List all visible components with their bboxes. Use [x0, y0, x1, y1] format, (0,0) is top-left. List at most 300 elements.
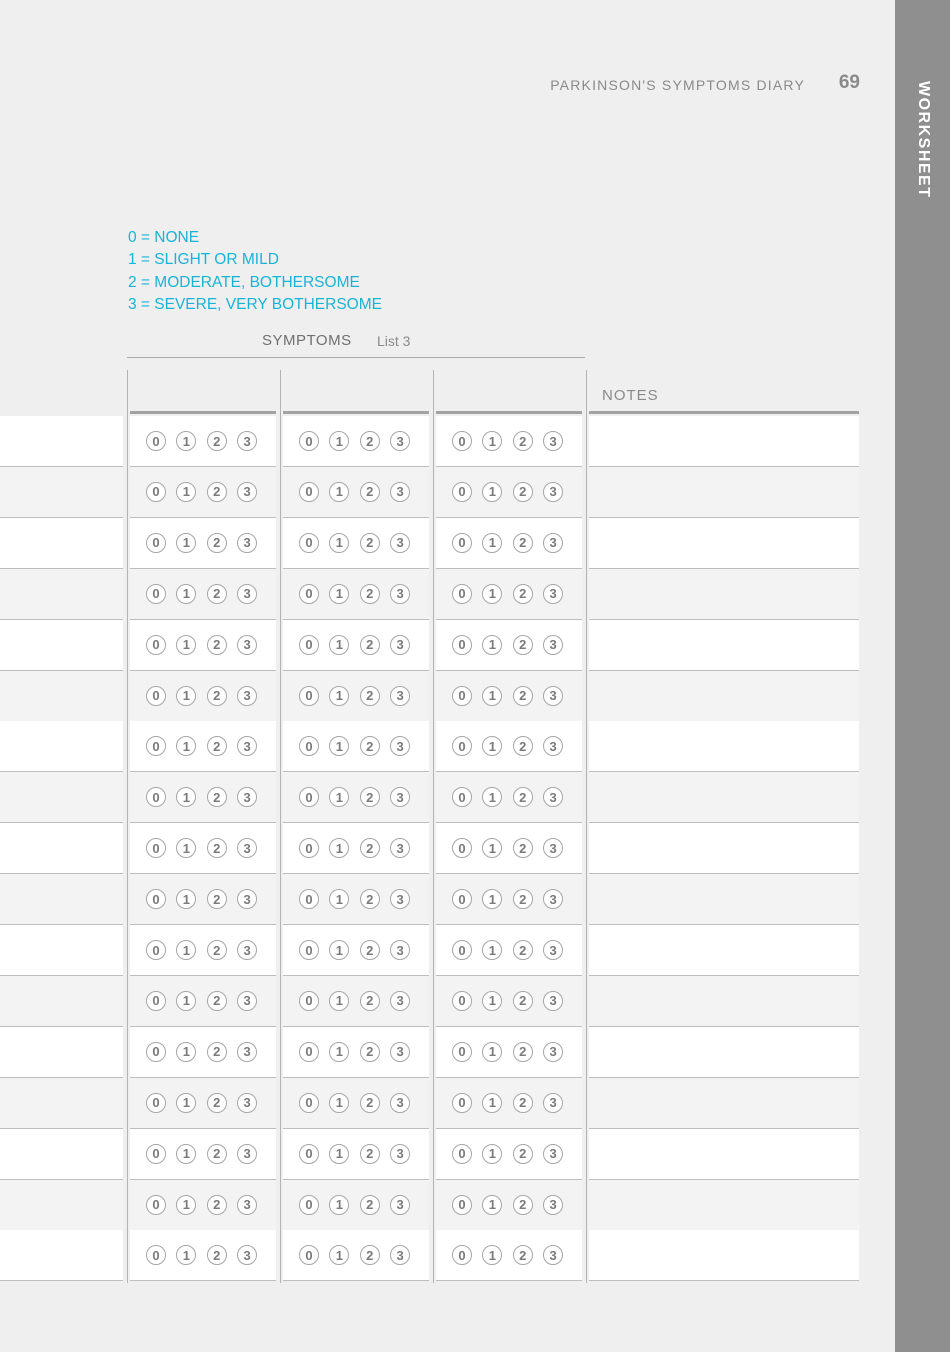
rating-scale [299, 874, 410, 924]
row-divider [0, 1280, 123, 1281]
rating-option-0[interactable]: 0 [299, 940, 319, 960]
rating-option-0[interactable]: 0 [146, 787, 166, 807]
symptom-name-cell[interactable] [0, 772, 123, 822]
rating-scale [452, 467, 563, 517]
rating-scale [299, 1129, 410, 1179]
rating-option-2[interactable]: 2 [360, 1195, 380, 1215]
rating-option-0[interactable]: 0 [452, 482, 472, 502]
rating-option-2[interactable]: 2 [360, 1144, 380, 1164]
rating-option-2[interactable]: 2 [360, 940, 380, 960]
rating-option-0[interactable]: 0 [146, 584, 166, 604]
rating-option-2[interactable]: 2 [513, 991, 533, 1011]
rating-option-1[interactable]: 1 [482, 533, 502, 553]
notes-cell[interactable] [589, 1078, 859, 1128]
rating-option-3[interactable]: 3 [237, 482, 257, 502]
rating-option-1[interactable]: 1 [176, 584, 196, 604]
rating-scale [299, 772, 410, 822]
rating-scale [452, 518, 563, 568]
rating-option-0[interactable]: 0 [146, 940, 166, 960]
rating-option-2[interactable]: 2 [360, 787, 380, 807]
table-row [0, 416, 860, 467]
rating-option-3[interactable]: 3 [543, 1144, 563, 1164]
rating-scale [299, 1180, 410, 1230]
symptom-name-cell[interactable] [0, 925, 123, 975]
rating-option-3[interactable]: 3 [390, 431, 410, 451]
rating-option-3[interactable]: 3 [543, 1042, 563, 1062]
rating-option-1[interactable]: 1 [482, 686, 502, 706]
rating-option-0[interactable]: 0 [452, 1042, 472, 1062]
notes-cell[interactable] [589, 772, 859, 822]
rating-option-0[interactable]: 0 [452, 1093, 472, 1113]
symptom-name-cell[interactable] [0, 1230, 123, 1280]
legend-item: 2 = MODERATE, BOTHERSOME [128, 273, 360, 291]
symptom-list-label: List 3 [377, 333, 411, 349]
rating-option-2[interactable]: 2 [207, 1195, 227, 1215]
rating-option-0[interactable]: 0 [452, 431, 472, 451]
rating-option-2[interactable]: 2 [513, 686, 533, 706]
rating-scale [146, 620, 257, 670]
symptom-name-cell[interactable] [0, 823, 123, 873]
rating-option-3[interactable]: 3 [237, 686, 257, 706]
rating-scale [452, 416, 563, 466]
rating-option-2[interactable]: 2 [513, 889, 533, 909]
rating-option-2[interactable]: 2 [207, 686, 227, 706]
table-row [0, 620, 860, 671]
row-divider [130, 1280, 276, 1281]
rating-option-3[interactable]: 3 [237, 1245, 257, 1265]
side-tab-label: WORKSHEET [915, 81, 932, 199]
rating-option-2[interactable]: 2 [207, 889, 227, 909]
rating-option-1[interactable]: 1 [176, 889, 196, 909]
symptom-column-header-1[interactable] [130, 411, 276, 414]
rating-option-2[interactable]: 2 [513, 584, 533, 604]
rating-option-3[interactable]: 3 [237, 736, 257, 756]
rating-option-1[interactable]: 1 [329, 838, 349, 858]
symptom-name-cell[interactable] [0, 1027, 123, 1077]
rating-option-1[interactable]: 1 [329, 736, 349, 756]
rating-option-0[interactable]: 0 [452, 1245, 472, 1265]
rating-option-0[interactable]: 0 [299, 1042, 319, 1062]
rating-scale [452, 1230, 563, 1280]
rating-option-1[interactable]: 1 [329, 1245, 349, 1265]
rating-scale [452, 976, 563, 1026]
rating-scale [299, 721, 410, 771]
rating-option-0[interactable]: 0 [146, 889, 166, 909]
rating-option-3[interactable]: 3 [543, 940, 563, 960]
rating-option-2[interactable]: 2 [360, 1245, 380, 1265]
rating-option-2[interactable]: 2 [207, 635, 227, 655]
notes-cell[interactable] [589, 823, 859, 873]
rating-option-2[interactable]: 2 [207, 1093, 227, 1113]
rating-option-3[interactable]: 3 [237, 838, 257, 858]
symptom-name-cell[interactable] [0, 874, 123, 924]
rating-option-2[interactable]: 2 [360, 584, 380, 604]
rating-option-0[interactable]: 0 [299, 838, 319, 858]
rating-option-2[interactable]: 2 [360, 1042, 380, 1062]
rating-option-1[interactable]: 1 [329, 991, 349, 1011]
rating-option-2[interactable]: 2 [360, 838, 380, 858]
rating-option-3[interactable]: 3 [390, 1195, 410, 1215]
symptom-column-header-2[interactable] [283, 411, 429, 414]
rating-scale [452, 569, 563, 619]
rating-option-1[interactable]: 1 [176, 787, 196, 807]
rating-option-0[interactable]: 0 [299, 1245, 319, 1265]
rating-option-0[interactable]: 0 [146, 482, 166, 502]
rating-scale [146, 1180, 257, 1230]
rating-scale [146, 518, 257, 568]
rating-option-2[interactable]: 2 [207, 838, 227, 858]
rating-option-1[interactable]: 1 [482, 1042, 502, 1062]
legend-item: 0 = NONE [128, 229, 200, 246]
rating-option-3[interactable]: 3 [237, 533, 257, 553]
notes-cell[interactable] [589, 874, 859, 924]
symptom-name-cell[interactable] [0, 721, 123, 771]
rating-option-1[interactable]: 1 [176, 431, 196, 451]
rating-option-0[interactable]: 0 [452, 1195, 472, 1215]
rating-option-2[interactable]: 2 [207, 1144, 227, 1164]
rating-scale [299, 925, 410, 975]
rating-option-1[interactable]: 1 [482, 787, 502, 807]
rating-option-1[interactable]: 1 [482, 1195, 502, 1215]
rating-option-3[interactable]: 3 [543, 889, 563, 909]
rating-option-0[interactable]: 0 [452, 838, 472, 858]
rating-option-2[interactable]: 2 [513, 940, 533, 960]
rating-option-2[interactable]: 2 [360, 1093, 380, 1113]
symptom-column-header-3[interactable] [436, 411, 582, 414]
symptoms-label: SYMPTOMS [262, 332, 352, 349]
rating-option-2[interactable]: 2 [513, 1144, 533, 1164]
rating-option-3[interactable]: 3 [543, 584, 563, 604]
rating-option-1[interactable]: 1 [329, 1144, 349, 1164]
page-header-title: PARKINSON'S SYMPTOMS DIARY [550, 77, 805, 93]
row-divider [436, 1280, 582, 1281]
rating-option-3[interactable]: 3 [390, 482, 410, 502]
table-row [0, 569, 860, 620]
legend-item: 3 = SEVERE, VERY BOTHERSOME [128, 295, 382, 313]
rating-option-3[interactable]: 3 [543, 1245, 563, 1265]
rating-option-2[interactable]: 2 [513, 431, 533, 451]
symptom-name-cell[interactable] [0, 1129, 123, 1179]
rating-option-2[interactable]: 2 [360, 686, 380, 706]
notes-cell[interactable] [589, 620, 859, 670]
rating-scale [299, 671, 410, 721]
rating-option-3[interactable]: 3 [543, 991, 563, 1011]
rating-option-3[interactable]: 3 [390, 1042, 410, 1062]
rating-option-3[interactable]: 3 [237, 635, 257, 655]
rating-scale [146, 569, 257, 619]
rating-option-3[interactable]: 3 [543, 533, 563, 553]
rating-option-1[interactable]: 1 [176, 991, 196, 1011]
rating-scale [146, 416, 257, 466]
rating-option-0[interactable]: 0 [452, 991, 472, 1011]
rating-option-1[interactable]: 1 [176, 533, 196, 553]
rating-option-3[interactable]: 3 [237, 991, 257, 1011]
rating-option-0[interactable]: 0 [452, 533, 472, 553]
rating-option-0[interactable]: 0 [146, 686, 166, 706]
rating-option-2[interactable]: 2 [513, 1093, 533, 1113]
rating-option-0[interactable]: 0 [452, 686, 472, 706]
notes-cell[interactable] [589, 976, 859, 1026]
rating-option-3[interactable]: 3 [543, 635, 563, 655]
rating-option-3[interactable]: 3 [237, 787, 257, 807]
rating-scale [452, 772, 563, 822]
rating-option-0[interactable]: 0 [146, 736, 166, 756]
rating-option-1[interactable]: 1 [329, 533, 349, 553]
rating-option-0[interactable]: 0 [452, 584, 472, 604]
rating-option-2[interactable]: 2 [513, 1195, 533, 1215]
symptom-name-cell[interactable] [0, 976, 123, 1026]
rating-option-1[interactable]: 1 [176, 1245, 196, 1265]
notes-cell[interactable] [589, 1230, 859, 1280]
rating-option-2[interactable]: 2 [360, 889, 380, 909]
rating-legend [128, 227, 382, 316]
notes-cell[interactable] [589, 1180, 859, 1230]
rating-option-0[interactable]: 0 [299, 1093, 319, 1113]
symptoms-divider [127, 357, 585, 358]
notes-cell[interactable] [589, 416, 859, 466]
rating-option-3[interactable]: 3 [237, 940, 257, 960]
rating-option-3[interactable]: 3 [390, 1245, 410, 1265]
rating-option-1[interactable]: 1 [176, 838, 196, 858]
rating-option-0[interactable]: 0 [146, 533, 166, 553]
table-row [0, 1027, 860, 1078]
rating-option-1[interactable]: 1 [329, 1195, 349, 1215]
rating-option-0[interactable]: 0 [299, 736, 319, 756]
rating-option-2[interactable]: 2 [360, 736, 380, 756]
rating-option-2[interactable]: 2 [513, 533, 533, 553]
symptom-name-cell[interactable] [0, 1180, 123, 1230]
rating-option-1[interactable]: 1 [482, 1245, 502, 1265]
rating-option-2[interactable]: 2 [513, 1042, 533, 1062]
rating-option-1[interactable]: 1 [329, 787, 349, 807]
rating-option-0[interactable]: 0 [146, 1144, 166, 1164]
rating-option-2[interactable]: 2 [207, 991, 227, 1011]
rating-option-2[interactable]: 2 [207, 787, 227, 807]
rating-option-3[interactable]: 3 [390, 1093, 410, 1113]
rating-option-1[interactable]: 1 [176, 736, 196, 756]
rating-scale [299, 976, 410, 1026]
rating-option-3[interactable]: 3 [237, 1042, 257, 1062]
rating-option-2[interactable]: 2 [360, 533, 380, 553]
rating-option-1[interactable]: 1 [329, 1093, 349, 1113]
rating-option-1[interactable]: 1 [482, 889, 502, 909]
rating-option-1[interactable]: 1 [329, 635, 349, 655]
table-row [0, 874, 860, 925]
rating-scale [146, 1230, 257, 1280]
rating-option-3[interactable]: 3 [543, 736, 563, 756]
rating-option-0[interactable]: 0 [452, 940, 472, 960]
rating-option-3[interactable]: 3 [390, 991, 410, 1011]
rating-option-1[interactable]: 1 [482, 838, 502, 858]
rating-scale [146, 823, 257, 873]
rating-scale [299, 1027, 410, 1077]
rating-option-0[interactable]: 0 [299, 991, 319, 1011]
rating-scale [299, 1230, 410, 1280]
rating-option-3[interactable]: 3 [237, 1144, 257, 1164]
rating-option-3[interactable]: 3 [543, 787, 563, 807]
rating-option-1[interactable]: 1 [482, 584, 502, 604]
legend-item: 1 = SLIGHT OR MILD [128, 251, 279, 269]
rating-option-3[interactable]: 3 [237, 1195, 257, 1215]
rating-option-2[interactable]: 2 [207, 533, 227, 553]
rating-option-3[interactable]: 3 [237, 584, 257, 604]
symptom-name-cell[interactable] [0, 620, 123, 670]
rating-option-0[interactable]: 0 [299, 686, 319, 706]
rating-option-0[interactable]: 0 [146, 635, 166, 655]
rating-scale [299, 569, 410, 619]
rating-option-0[interactable]: 0 [452, 1144, 472, 1164]
rating-option-0[interactable]: 0 [299, 431, 319, 451]
rating-option-2[interactable]: 2 [513, 736, 533, 756]
rating-scale [452, 721, 563, 771]
rating-option-3[interactable]: 3 [543, 1093, 563, 1113]
notes-cell[interactable] [589, 1129, 859, 1179]
rating-option-1[interactable]: 1 [482, 940, 502, 960]
rating-scale [146, 925, 257, 975]
rating-option-1[interactable]: 1 [482, 736, 502, 756]
rating-option-3[interactable]: 3 [390, 940, 410, 960]
rating-option-3[interactable]: 3 [390, 838, 410, 858]
rating-option-1[interactable]: 1 [482, 482, 502, 502]
rating-option-2[interactable]: 2 [513, 1245, 533, 1265]
row-divider [589, 1280, 859, 1281]
notes-cell[interactable] [589, 518, 859, 568]
rating-option-1[interactable]: 1 [329, 431, 349, 451]
rating-option-0[interactable]: 0 [452, 736, 472, 756]
rating-option-0[interactable]: 0 [146, 838, 166, 858]
rating-option-1[interactable]: 1 [176, 482, 196, 502]
table-row [0, 1180, 860, 1231]
rating-option-3[interactable]: 3 [390, 584, 410, 604]
rating-option-0[interactable]: 0 [299, 787, 319, 807]
notes-cell[interactable] [589, 721, 859, 771]
rating-scale [452, 874, 563, 924]
rating-option-1[interactable]: 1 [176, 1144, 196, 1164]
rating-option-1[interactable]: 1 [329, 686, 349, 706]
rating-option-1[interactable]: 1 [329, 1042, 349, 1062]
rating-option-2[interactable]: 2 [360, 431, 380, 451]
rating-option-3[interactable]: 3 [543, 838, 563, 858]
rating-option-2[interactable]: 2 [207, 1042, 227, 1062]
rating-option-2[interactable]: 2 [360, 991, 380, 1011]
rating-option-2[interactable]: 2 [207, 736, 227, 756]
rating-scale [146, 772, 257, 822]
rating-scale [146, 1129, 257, 1179]
rating-option-1[interactable]: 1 [482, 991, 502, 1011]
symptom-name-cell[interactable] [0, 671, 123, 721]
notes-cell[interactable] [589, 467, 859, 517]
rating-option-1[interactable]: 1 [329, 482, 349, 502]
rating-option-1[interactable]: 1 [482, 1093, 502, 1113]
rating-option-2[interactable]: 2 [513, 635, 533, 655]
rating-option-2[interactable]: 2 [513, 838, 533, 858]
rating-option-0[interactable]: 0 [299, 889, 319, 909]
table-row [0, 721, 860, 772]
symptom-name-cell[interactable] [0, 1078, 123, 1128]
notes-cell[interactable] [589, 671, 859, 721]
table-row [0, 671, 860, 722]
rating-option-3[interactable]: 3 [543, 431, 563, 451]
rating-option-1[interactable]: 1 [482, 1144, 502, 1164]
rating-option-3[interactable]: 3 [543, 686, 563, 706]
rating-option-2[interactable]: 2 [207, 1245, 227, 1265]
rating-option-2[interactable]: 2 [207, 940, 227, 960]
rating-option-1[interactable]: 1 [176, 1042, 196, 1062]
rating-option-1[interactable]: 1 [176, 1093, 196, 1113]
rating-option-3[interactable]: 3 [390, 635, 410, 655]
rating-option-3[interactable]: 3 [237, 431, 257, 451]
rating-option-0[interactable]: 0 [299, 1195, 319, 1215]
rating-scale [452, 671, 563, 721]
rating-option-0[interactable]: 0 [299, 584, 319, 604]
rating-option-0[interactable]: 0 [146, 1245, 166, 1265]
rating-option-2[interactable]: 2 [360, 482, 380, 502]
rating-option-0[interactable]: 0 [452, 787, 472, 807]
rating-option-0[interactable]: 0 [146, 431, 166, 451]
rating-option-0[interactable]: 0 [299, 1144, 319, 1164]
rating-option-1[interactable]: 1 [482, 635, 502, 655]
rating-option-1[interactable]: 1 [176, 1195, 196, 1215]
notes-header-rule [589, 411, 859, 414]
rating-option-3[interactable]: 3 [390, 736, 410, 756]
rating-option-2[interactable]: 2 [207, 584, 227, 604]
rating-scale [146, 874, 257, 924]
rating-option-0[interactable]: 0 [299, 635, 319, 655]
rating-option-2[interactable]: 2 [513, 482, 533, 502]
rating-option-0[interactable]: 0 [146, 1195, 166, 1215]
rating-option-1[interactable]: 1 [329, 584, 349, 604]
rating-option-0[interactable]: 0 [146, 1042, 166, 1062]
rating-option-1[interactable]: 1 [176, 940, 196, 960]
rating-option-1[interactable]: 1 [329, 889, 349, 909]
rating-option-0[interactable]: 0 [146, 1093, 166, 1113]
rating-option-3[interactable]: 3 [390, 889, 410, 909]
rating-option-0[interactable]: 0 [299, 482, 319, 502]
rating-option-3[interactable]: 3 [237, 1093, 257, 1113]
rating-option-0[interactable]: 0 [452, 635, 472, 655]
rating-option-3[interactable]: 3 [390, 686, 410, 706]
symptom-name-cell[interactable] [0, 416, 123, 466]
notes-cell[interactable] [589, 1027, 859, 1077]
notes-cell[interactable] [589, 569, 859, 619]
rating-option-0[interactable]: 0 [452, 889, 472, 909]
rating-scale [146, 721, 257, 771]
rating-option-3[interactable]: 3 [390, 1144, 410, 1164]
rating-option-3[interactable]: 3 [390, 787, 410, 807]
rating-option-3[interactable]: 3 [237, 889, 257, 909]
rating-option-1[interactable]: 1 [329, 940, 349, 960]
symptom-name-cell[interactable] [0, 467, 123, 517]
rating-option-3[interactable]: 3 [543, 1195, 563, 1215]
rating-option-3[interactable]: 3 [390, 533, 410, 553]
symptom-name-cell[interactable] [0, 518, 123, 568]
rating-option-2[interactable]: 2 [513, 787, 533, 807]
rating-option-0[interactable]: 0 [299, 533, 319, 553]
rating-option-2[interactable]: 2 [207, 431, 227, 451]
table-row [0, 925, 860, 976]
page-number: 69 [838, 72, 860, 93]
rating-option-3[interactable]: 3 [543, 482, 563, 502]
rating-option-0[interactable]: 0 [146, 991, 166, 1011]
rating-scale [452, 1180, 563, 1230]
rating-option-2[interactable]: 2 [360, 635, 380, 655]
rating-option-1[interactable]: 1 [176, 635, 196, 655]
symptom-name-cell[interactable] [0, 569, 123, 619]
notes-cell[interactable] [589, 925, 859, 975]
rating-option-1[interactable]: 1 [176, 686, 196, 706]
rating-option-2[interactable]: 2 [207, 482, 227, 502]
rating-option-1[interactable]: 1 [482, 431, 502, 451]
